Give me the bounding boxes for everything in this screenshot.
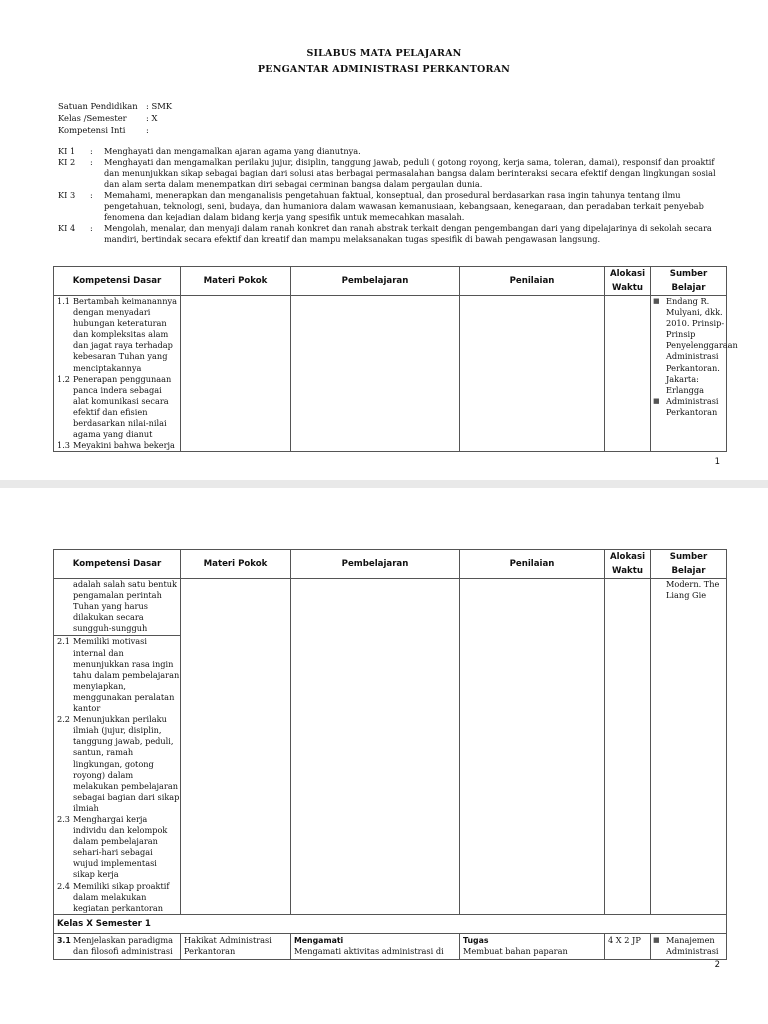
ki-code: KI 3 [58, 190, 76, 200]
kd-number: 2.4 [57, 880, 71, 891]
alokasi-cell [605, 579, 651, 915]
page-number: 2 [714, 960, 720, 970]
table-header-row [54, 550, 727, 579]
meta-value: : X [146, 113, 158, 123]
meta-row [58, 113, 157, 123]
col-header-kd: Kompetensi Dasar [54, 550, 181, 579]
materi-cell: Hakikat Administrasi Perkantoran [181, 933, 291, 959]
ki-item [58, 190, 718, 223]
alokasi-line: Waktu [612, 566, 643, 576]
col-header-materi: Materi Pokok [181, 550, 291, 579]
ki-text: Mengolah, menalar, dan menyaji dalam ranah konkret dan ranah abstrak terkait dengan pengembangan dari yang dipelajarinya di sekolah secara mandiri, bertindak secara efektif dan kreatif dan mampu melaksanakan tugas spesifik di bawah pengawasan langsung. [104, 223, 712, 244]
kd-text: Penerapan penggunaan panca indera sebagai alat komunikasi secara efektif dan efisien berdasarkan nilai-nilai agama yang dianut [73, 373, 172, 440]
source-item [652, 396, 726, 418]
section-row [54, 914, 727, 933]
kd-number: 2.3 [57, 813, 71, 824]
source-item [652, 935, 726, 957]
table-header-row [54, 267, 727, 296]
document-page-1 [0, 0, 768, 480]
table-row [54, 933, 727, 959]
sumber-cell [651, 296, 738, 452]
meta-label: Kompetensi Inti [58, 125, 126, 135]
pembelajaran-cell [291, 933, 460, 959]
kd-number: 2.1 [57, 636, 71, 647]
sumber-line: Sumber [669, 552, 708, 562]
pembelajaran-text: Mengamati aktivitas administrasi di [294, 945, 444, 956]
kd-continued-text: adalah salah satu bentuk pengamalan perintah Tuhan yang harus dilakukan secara sungguh-sungguh [73, 579, 177, 634]
syllabus-table [53, 266, 738, 452]
kd-number: 1.1 [57, 296, 71, 306]
alokasi-line: Alokasi [609, 269, 646, 279]
page-number: 1 [714, 457, 720, 467]
source-text: Modern. The Liang Gie [666, 579, 720, 601]
col-header-materi: Materi Pokok [181, 267, 291, 296]
col-header-sumber [651, 550, 727, 579]
ki-colon: : [90, 157, 93, 167]
kd-item [57, 440, 180, 451]
col-header-penilaian: Penilaian [460, 550, 605, 579]
table-row [54, 579, 727, 915]
materi-cell [181, 579, 291, 915]
sumber-line: Sumber [669, 269, 708, 279]
alokasi-cell: 4 X 2 JP [605, 933, 651, 959]
kd-item [57, 296, 180, 374]
sumber-line: Belajar [671, 283, 706, 293]
document-page-2 [0, 488, 768, 1024]
ki-item [58, 146, 718, 157]
col-header-sumber [651, 267, 727, 296]
sumber-cell [651, 579, 727, 915]
meta-value: : SMK [146, 101, 173, 111]
kd-text: Menjelaskan paradigma dan filosofi administrasi [73, 934, 173, 956]
subject-title: PENGANTAR ADMINISTRASI PERKANTORAN [257, 64, 511, 75]
kd-text: Menghargai kerja individu dan kelompok dalam pembelajaran sehari-hari sebagai wujud implementasi sikap kerja [73, 813, 168, 880]
alokasi-cell [605, 296, 651, 452]
kd-cell [54, 933, 181, 959]
col-header-pembelajaran: Pembelajaran [291, 550, 460, 579]
sumber-line: Belajar [671, 566, 706, 576]
semester-section-title: Kelas X Semester 1 [54, 914, 727, 933]
kd-item [57, 374, 180, 441]
meta-value: : [146, 125, 149, 135]
kd-item [57, 714, 180, 814]
sumber-cell [651, 933, 727, 959]
syllabus-table [53, 549, 727, 960]
penilaian-text: Membuat bahan paparan [463, 945, 568, 956]
ki-colon: : [90, 146, 93, 156]
penilaian-cell [460, 933, 605, 959]
source-item [652, 296, 738, 396]
kd-item [57, 636, 180, 714]
meta-row [58, 125, 149, 135]
ki-code: KI 4 [58, 223, 76, 233]
kd-item [57, 881, 180, 914]
pembelajaran-label: Mengamati [294, 935, 344, 945]
ki-colon: : [90, 223, 93, 233]
pembelajaran-cell [291, 579, 460, 915]
penilaian-cell [460, 579, 605, 915]
col-header-alokasi [605, 550, 651, 579]
kd-number: 1.3 [57, 440, 71, 451]
square-bullet-icon: ■ [653, 396, 660, 405]
penilaian-label: Tugas [463, 935, 489, 945]
pembelajaran-cell [291, 296, 460, 452]
meta-label: Kelas /Semester [58, 113, 127, 123]
source-text: Endang R. Mulyani, dkk. 2010. Prinsip-Prinsip Penyelenggaraan Administrasi Perkantoran. Jakarta: Erlangga [666, 296, 738, 395]
ki-code: KI 2 [58, 157, 76, 167]
ki-colon: : [90, 190, 93, 200]
kd-number: 1.2 [57, 373, 71, 384]
col-header-alokasi [605, 267, 651, 296]
col-header-pembelajaran: Pembelajaran [291, 267, 460, 296]
kd-text: Meyakini bahwa bekerja [73, 440, 175, 451]
materi-cell [181, 296, 291, 452]
source-text: Manajemen Administrasi [666, 934, 719, 956]
ki-code: KI 1 [58, 146, 76, 156]
ki-item [58, 157, 718, 190]
meta-row [58, 101, 172, 111]
kd-item [57, 935, 180, 957]
kd-number: 3.1 [57, 935, 71, 945]
source-text: Administrasi Perkantoran [666, 395, 719, 417]
kd-text: Bertambah keimanannya dengan menyadari hubungan keteraturan dan kompleksitas alam dan jagat raya terhadap kebesaran Tuhan yang menciptakannya [73, 296, 177, 373]
kd-item [57, 814, 180, 881]
square-bullet-icon: ■ [653, 935, 660, 944]
table-row [54, 296, 727, 452]
ki-item [58, 223, 718, 245]
kd-number: 2.2 [57, 714, 71, 725]
square-bullet-icon: ■ [653, 297, 660, 305]
col-header-kd: Kompetensi Dasar [54, 267, 181, 296]
kd-text: Memiliki sikap proaktif dalam melakukan kegiatan perkantoran [73, 880, 170, 913]
kd-text: Memiliki motivasi internal dan menunjukkan rasa ingin tahu dalam pembelajaran menyiapkan, menggunakan peralatan kantor [73, 636, 180, 714]
col-header-penilaian: Penilaian [460, 267, 605, 296]
ki-text: Menghayati dan mengamalkan perilaku jujur, disiplin, tanggung jawab, peduli ( gotong royong, kerja sama, toleran, damai), responsif dan proaktif dan menunjukkan sikap sebagai bagian dari solusi atas berbagai permasalahan bangsa dalam berinteraksi secara efektif dengan lingkungan sosial dan alam serta dalam menempatkan diri sebagai cerminan bangsa dalam pergaulan dunia. [104, 157, 716, 189]
alokasi-line: Alokasi [609, 552, 646, 562]
syllabus-title: SILABUS MATA PELAJARAN [306, 48, 462, 59]
ki-text: Menghayati dan mengamalkan ajaran agama yang dianutnya. [104, 146, 361, 156]
source-item [652, 579, 726, 601]
alokasi-line: Waktu [612, 283, 643, 293]
ki-text: Memahami, menerapkan dan menganalisis pengetahuan faktual, konseptual, dan prosedural berdasarkan rasa ingin tahunya tentang ilmu pengetahuan, teknologi, seni, budaya, dan humaniora dalam wawasan kemanusiaan, kebangsaan, kenegaraan, dan peradaban terkait penyebab fenomena dan kejadian dalam bidang kerja yang spesifik untuk memecahkan masalah. [104, 190, 704, 222]
meta-label: Satuan Pendidikan [58, 101, 138, 111]
kd-text: Menunjukkan perilaku ilmiah (jujur, disiplin, tanggung jawab, peduli, santun, ramah lingkungan, gotong royong) dalam melakukan pembelajaran sebagai bagian dari sikap ilmiah [73, 714, 180, 813]
kd-cell [54, 579, 181, 915]
kd-cell [54, 296, 181, 452]
penilaian-cell [460, 296, 605, 452]
